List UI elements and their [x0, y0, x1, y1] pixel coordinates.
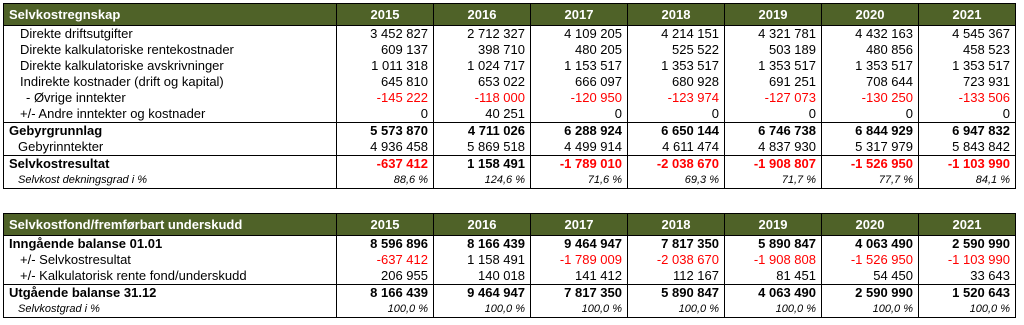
year-header: 2019 — [725, 4, 822, 26]
cell: 4 432 163 — [822, 26, 919, 43]
cell: 1 011 318 — [337, 58, 434, 74]
cell: 88,6 % — [337, 172, 434, 189]
table-row — [4, 106, 1016, 123]
cell: 100,0 % — [628, 301, 725, 318]
year-header: 2018 — [628, 214, 725, 236]
table-row — [4, 172, 1016, 189]
cell: -120 950 — [531, 90, 628, 106]
cell: 100,0 % — [531, 301, 628, 318]
cell: -1 103 990 — [919, 252, 1016, 268]
cell: 6 288 924 — [531, 123, 628, 140]
cell: 4 321 781 — [725, 26, 822, 43]
cell: 6 947 832 — [919, 123, 1016, 140]
cell: -123 974 — [628, 90, 725, 106]
cell: 8 166 439 — [434, 236, 531, 253]
cell: 6 650 144 — [628, 123, 725, 140]
table-row — [4, 301, 1016, 318]
cell: 1 353 517 — [725, 58, 822, 74]
cell: 100,0 % — [337, 301, 434, 318]
cell: -1 789 010 — [531, 156, 628, 173]
table-header-label: Selvkostregnskap — [4, 4, 337, 26]
cell: 5 890 847 — [725, 236, 822, 253]
table-header-label: Selvkostfond/fremførbart underskudd — [4, 214, 337, 236]
cell: 5 843 842 — [919, 139, 1016, 156]
cell: -1 908 808 — [725, 252, 822, 268]
cell: 4 837 930 — [725, 139, 822, 156]
cell: -145 222 — [337, 90, 434, 106]
selvkostfond-table — [3, 213, 1016, 318]
cell: -118 000 — [434, 90, 531, 106]
table-row — [4, 90, 1016, 106]
year-header: 2016 — [434, 4, 531, 26]
cell: 84,1 % — [919, 172, 1016, 189]
row-label: Gebyrinntekter — [4, 139, 337, 156]
cell: 1 353 517 — [919, 58, 1016, 74]
cell: 100,0 % — [434, 301, 531, 318]
cell: 100,0 % — [725, 301, 822, 318]
cell: 666 097 — [531, 74, 628, 90]
cell: 4 936 458 — [337, 139, 434, 156]
year-header: 2015 — [337, 4, 434, 26]
cell: 0 — [919, 106, 1016, 123]
row-label: +/- Kalkulatorisk rente fond/underskudd — [4, 268, 337, 285]
cell: 6 746 738 — [725, 123, 822, 140]
cell: -1 908 807 — [725, 156, 822, 173]
cell: 8 596 896 — [337, 236, 434, 253]
cell: 140 018 — [434, 268, 531, 285]
cell: 5 890 847 — [628, 285, 725, 302]
row-label: Selvkostgrad i % — [4, 301, 337, 318]
year-header: 2021 — [919, 214, 1016, 236]
cell: 8 166 439 — [337, 285, 434, 302]
cell: 525 522 — [628, 42, 725, 58]
cell: 5 573 870 — [337, 123, 434, 140]
cell: 71,7 % — [725, 172, 822, 189]
cell: 653 022 — [434, 74, 531, 90]
cell: 680 928 — [628, 74, 725, 90]
cell: 2 590 990 — [919, 236, 1016, 253]
table-row — [4, 42, 1016, 58]
cell: 4 611 474 — [628, 139, 725, 156]
cell: 0 — [822, 106, 919, 123]
table-row — [4, 268, 1016, 285]
year-header: 2020 — [822, 214, 919, 236]
row-label: Indirekte kostnader (drift og kapital) — [4, 74, 337, 90]
cell: 69,3 % — [628, 172, 725, 189]
cell: -1 526 950 — [822, 252, 919, 268]
cell: -2 038 670 — [628, 156, 725, 173]
cell: 480 205 — [531, 42, 628, 58]
cell: 2 590 990 — [822, 285, 919, 302]
cell: -2 038 670 — [628, 252, 725, 268]
year-header: 2017 — [531, 214, 628, 236]
cell: 1 353 517 — [628, 58, 725, 74]
cell: 4 499 914 — [531, 139, 628, 156]
cell: 33 643 — [919, 268, 1016, 285]
row-label: - Øvrige inntekter — [4, 90, 337, 106]
cell: 40 251 — [434, 106, 531, 123]
cell: 5 317 979 — [822, 139, 919, 156]
cell: 4 063 490 — [822, 236, 919, 253]
table-row — [4, 26, 1016, 43]
row-label: Selvkostresultat — [4, 156, 337, 173]
cell: 141 412 — [531, 268, 628, 285]
table-row — [4, 139, 1016, 156]
table-row — [4, 58, 1016, 74]
cell: 71,6 % — [531, 172, 628, 189]
cell: 1 520 643 — [919, 285, 1016, 302]
year-header: 2018 — [628, 4, 725, 26]
cell: 206 955 — [337, 268, 434, 285]
cell: 708 644 — [822, 74, 919, 90]
cell: 4 214 151 — [628, 26, 725, 43]
table-row — [4, 156, 1016, 173]
cell: 9 464 947 — [434, 285, 531, 302]
cell: 81 451 — [725, 268, 822, 285]
row-label: Inngående balanse 01.01 — [4, 236, 337, 253]
year-header: 2017 — [531, 4, 628, 26]
year-header: 2016 — [434, 214, 531, 236]
header-row — [4, 214, 1016, 236]
table-row — [4, 252, 1016, 268]
cell: 1 024 717 — [434, 58, 531, 74]
cell: 1 158 491 — [434, 252, 531, 268]
cell: -130 250 — [822, 90, 919, 106]
table-row — [4, 285, 1016, 302]
cell: 1 353 517 — [822, 58, 919, 74]
cell: 0 — [628, 106, 725, 123]
row-label: Utgående balanse 31.12 — [4, 285, 337, 302]
cell: 503 189 — [725, 42, 822, 58]
cell: 0 — [531, 106, 628, 123]
row-label: Direkte kalkulatoriske avskrivninger — [4, 58, 337, 74]
row-label: +/- Andre inntekter og kostnader — [4, 106, 337, 123]
table-row — [4, 74, 1016, 90]
cell: -1 526 950 — [822, 156, 919, 173]
year-header: 2020 — [822, 4, 919, 26]
cell: 7 817 350 — [628, 236, 725, 253]
cell: 691 251 — [725, 74, 822, 90]
cell: -637 412 — [337, 156, 434, 173]
row-label: Selvkost dekningsgrad i % — [4, 172, 337, 189]
cell: 100,0 % — [919, 301, 1016, 318]
cell: 609 137 — [337, 42, 434, 58]
cell: -127 073 — [725, 90, 822, 106]
cell: 1 158 491 — [434, 156, 531, 173]
row-label: Direkte kalkulatoriske rentekostnader — [4, 42, 337, 58]
table-row — [4, 236, 1016, 253]
row-label: +/- Selvkostresultat — [4, 252, 337, 268]
cell: 4 063 490 — [725, 285, 822, 302]
year-header: 2019 — [725, 214, 822, 236]
cell: 0 — [337, 106, 434, 123]
cell: 3 452 827 — [337, 26, 434, 43]
cell: 112 167 — [628, 268, 725, 285]
year-header: 2021 — [919, 4, 1016, 26]
cell: 723 931 — [919, 74, 1016, 90]
selvkostregnskap-table — [3, 3, 1016, 189]
header-row — [4, 4, 1016, 26]
table-row — [4, 123, 1016, 140]
row-label: Direkte driftsutgifter — [4, 26, 337, 43]
cell: 4 109 205 — [531, 26, 628, 43]
cell: 645 810 — [337, 74, 434, 90]
cell: 9 464 947 — [531, 236, 628, 253]
cell: 54 450 — [822, 268, 919, 285]
cell: 77,7 % — [822, 172, 919, 189]
cell: 6 844 929 — [822, 123, 919, 140]
cell: 1 153 517 — [531, 58, 628, 74]
year-header: 2015 — [337, 214, 434, 236]
cell: 458 523 — [919, 42, 1016, 58]
cell: 480 856 — [822, 42, 919, 58]
cell: 5 869 518 — [434, 139, 531, 156]
cell: 0 — [725, 106, 822, 123]
cell: 4 711 026 — [434, 123, 531, 140]
cell: 100,0 % — [822, 301, 919, 318]
cell: -1 789 009 — [531, 252, 628, 268]
cell: 124,6 % — [434, 172, 531, 189]
cell: 4 545 367 — [919, 26, 1016, 43]
cell: -637 412 — [337, 252, 434, 268]
row-label: Gebyrgrunnlag — [4, 123, 337, 140]
cell: 398 710 — [434, 42, 531, 58]
cell: 2 712 327 — [434, 26, 531, 43]
cell: 7 817 350 — [531, 285, 628, 302]
cell: -133 506 — [919, 90, 1016, 106]
cell: -1 103 990 — [919, 156, 1016, 173]
